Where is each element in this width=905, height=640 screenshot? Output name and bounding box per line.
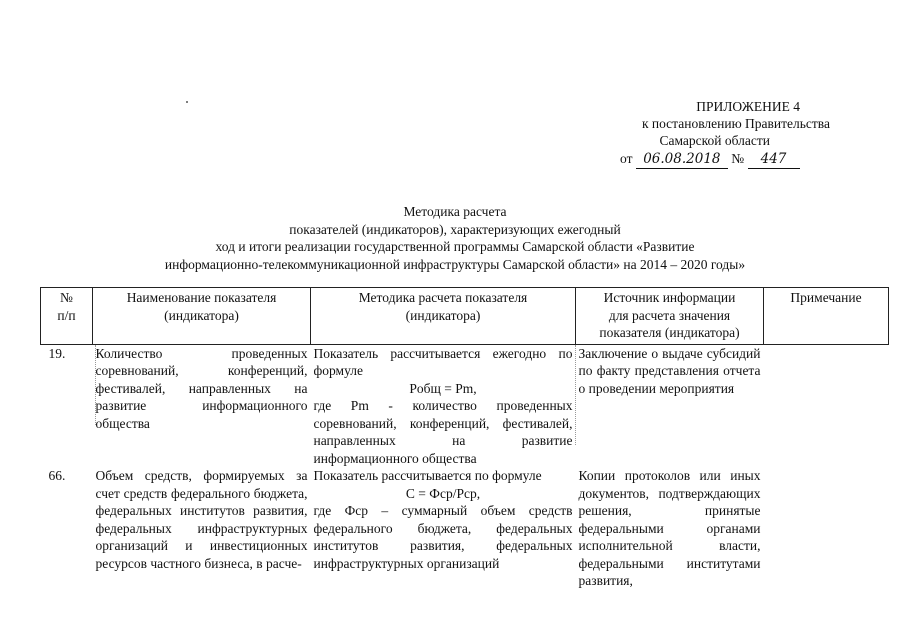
header-num-line1: № bbox=[60, 290, 73, 305]
row-source: Копии протоколов или иных документов, подтверждающих решения, принятые федеральными органами исполнительной власти, федеральными институтами развития, bbox=[578, 468, 761, 588]
row-note bbox=[764, 344, 889, 467]
header-method bbox=[311, 288, 576, 345]
header-name bbox=[93, 288, 311, 345]
handwritten-date: 06.08.2018 bbox=[636, 151, 728, 169]
header-method-line1: Методика расчета показателя bbox=[358, 290, 528, 305]
row-num: 66. bbox=[48, 468, 66, 483]
header-method-line2: (индикатора) bbox=[405, 307, 481, 323]
appendix-title: ПРИЛОЖЕНИЕ 4 bbox=[696, 99, 800, 114]
row-name: Количество проведенных соревнований, конференций, фестивалей, направленных на развитие информационного общества bbox=[95, 345, 308, 431]
row-note bbox=[764, 467, 889, 590]
header-source-line1: Источник информации bbox=[603, 290, 736, 305]
method-text: где Pm - количество проведенных соревнований, конференций, фестивалей, направленных на развитие информационного общества bbox=[313, 398, 573, 466]
table-row bbox=[41, 467, 889, 590]
table-header-row bbox=[41, 288, 889, 345]
handwritten-number: 447 bbox=[748, 151, 800, 169]
heading-line4: информационно-телекоммуникационной инфраструктуры Самарской области» на 2014 – 2020 годы» bbox=[164, 256, 746, 272]
column-guide bbox=[575, 345, 576, 445]
heading-line1: Методика расчета bbox=[403, 204, 507, 219]
header-note-label: Примечание bbox=[790, 290, 862, 305]
row-num: 19. bbox=[48, 345, 66, 361]
method-formula: С = Фср/Рср, bbox=[405, 485, 481, 501]
scan-speck bbox=[186, 101, 188, 103]
column-guide bbox=[95, 345, 96, 425]
header-source-line2: для расчета значения bbox=[608, 307, 731, 323]
appendix-line2: к постановлению Правительства bbox=[641, 116, 830, 131]
appendix-line3: Самарской области bbox=[659, 133, 770, 148]
method-formula: Pобщ = Pm, bbox=[409, 380, 477, 396]
method-intro: Показатель рассчитывается по формуле bbox=[313, 468, 542, 483]
header-num-line2: п/п bbox=[57, 307, 76, 323]
heading-line2: показателей (индикаторов), характеризующих ежегодный bbox=[289, 221, 621, 237]
number-label: № bbox=[731, 151, 745, 166]
indicators-table bbox=[40, 287, 889, 590]
header-source bbox=[576, 288, 764, 345]
document-heading bbox=[60, 203, 850, 273]
header-name-line2: (индикатора) bbox=[164, 307, 239, 323]
heading-line3: ход и итоги реализации государственной программы Самарской области «Развитие bbox=[215, 239, 695, 254]
from-label: от bbox=[620, 151, 633, 166]
row-method bbox=[311, 344, 576, 467]
row-name: Объем средств, формируемых за счет средств федерального бюджета, федеральных институтов развития, федеральных инфраструктурных организаций и инвестиционных ресурсов частного бизнеса, в расче- bbox=[95, 468, 308, 571]
row-method bbox=[311, 467, 576, 590]
header-name-line1: Наименование показателя bbox=[126, 290, 277, 305]
table-row bbox=[41, 344, 889, 467]
method-intro: Показатель рассчитывается ежегодно по формуле bbox=[313, 345, 573, 378]
appendix-block bbox=[560, 98, 830, 149]
row-source: Заключение о выдаче субсидий по факту представления отчета о проведении мероприятия bbox=[578, 345, 761, 396]
method-text: где Фср – суммарный объем средств федерального бюджета, федеральных институтов развития, федеральных инфраструктурных организаций bbox=[313, 503, 573, 571]
header-note bbox=[764, 288, 889, 345]
header-source-line3: показателя (индикатора) bbox=[599, 325, 740, 340]
date-number-line bbox=[620, 150, 800, 169]
header-num bbox=[41, 288, 93, 345]
